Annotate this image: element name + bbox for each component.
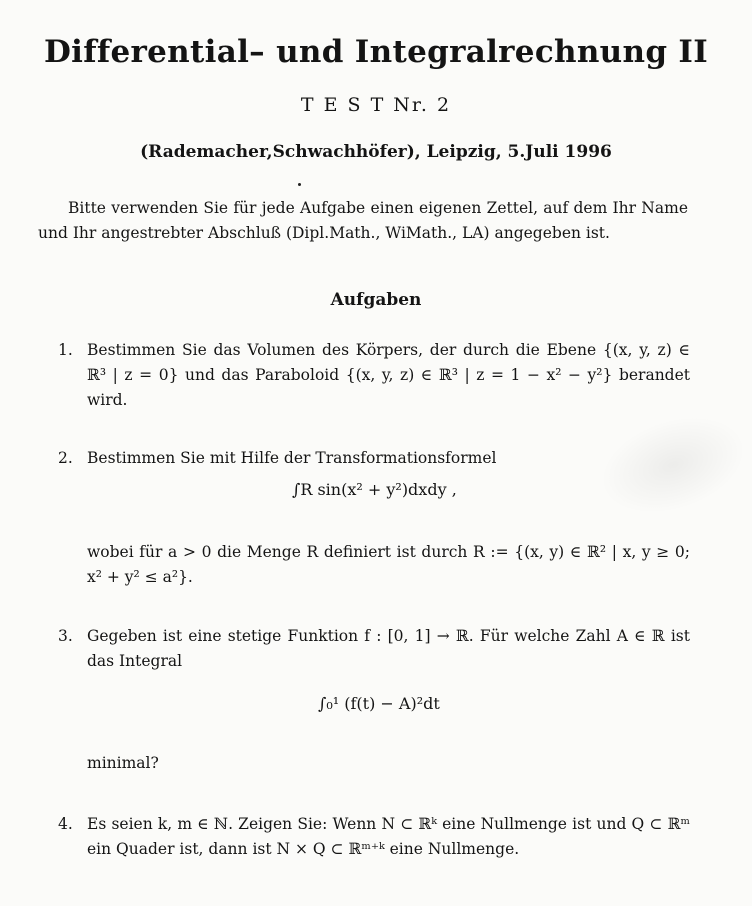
scan-smudge xyxy=(588,399,752,531)
task-number: 2. xyxy=(58,449,73,467)
exam-subtitle: T E S T Nr. 2 xyxy=(300,94,452,116)
task-text: wobei für a > 0 die Menge R definiert ist durch R := {(x, y) ∈ ℝ² | x, y ≥ 0; x² + y² ≤ a²}. xyxy=(87,543,690,586)
task-text: Gegeben ist eine stetige Funktion f : [0, 1] → ℝ. Für welche Zahl A ∈ ℝ ist das Integral xyxy=(87,627,690,670)
task-3 xyxy=(58,624,690,674)
task-3-formula: ∫₀¹ (f(t) − A)²dt xyxy=(318,694,440,713)
task-3-continued xyxy=(58,751,690,776)
section-title: Aufgaben xyxy=(330,290,422,310)
task-4 xyxy=(58,812,690,862)
exam-meta: (Rademacher,Schwachhöfer), Leipzig, 5.Juli 1996 xyxy=(140,142,612,162)
task-2-continued xyxy=(58,540,690,590)
task-number: 4. xyxy=(58,815,73,833)
task-1 xyxy=(58,338,690,413)
ink-dot xyxy=(298,183,301,186)
task-number: 3. xyxy=(58,627,73,645)
task-text: Bestimmen Sie mit Hilfe der Transformationsformel xyxy=(87,449,497,467)
task-text: minimal? xyxy=(87,754,159,772)
task-2-formula: ∫R sin(x² + y²)dxdy , xyxy=(292,480,457,499)
exam-title: Differential– und Integralrechnung II xyxy=(43,34,709,70)
task-text: Bestimmen Sie das Volumen des Körpers, der durch die Ebene {(x, y, z) ∈ ℝ³ | z = 0} und das Paraboloid {(x, y, z) ∈ ℝ³ | z = 1 − x² − y²} berandet wird. xyxy=(87,341,690,409)
intro-paragraph: Bitte verwenden Sie für jede Aufgabe einen eigenen Zettel, auf dem Ihr Name und Ihr angestrebter Abschluß (Dipl.Math., WiMath., LA) angegeben ist. xyxy=(38,199,688,242)
task-number: 1. xyxy=(58,341,73,359)
task-text: Es seien k, m ∈ ℕ. Zeigen Sie: Wenn N ⊂ ℝᵏ eine Nullmenge ist und Q ⊂ ℝᵐ ein Quader ist, dann ist N × Q ⊂ ℝᵐ⁺ᵏ eine Nullmenge. xyxy=(87,815,690,858)
